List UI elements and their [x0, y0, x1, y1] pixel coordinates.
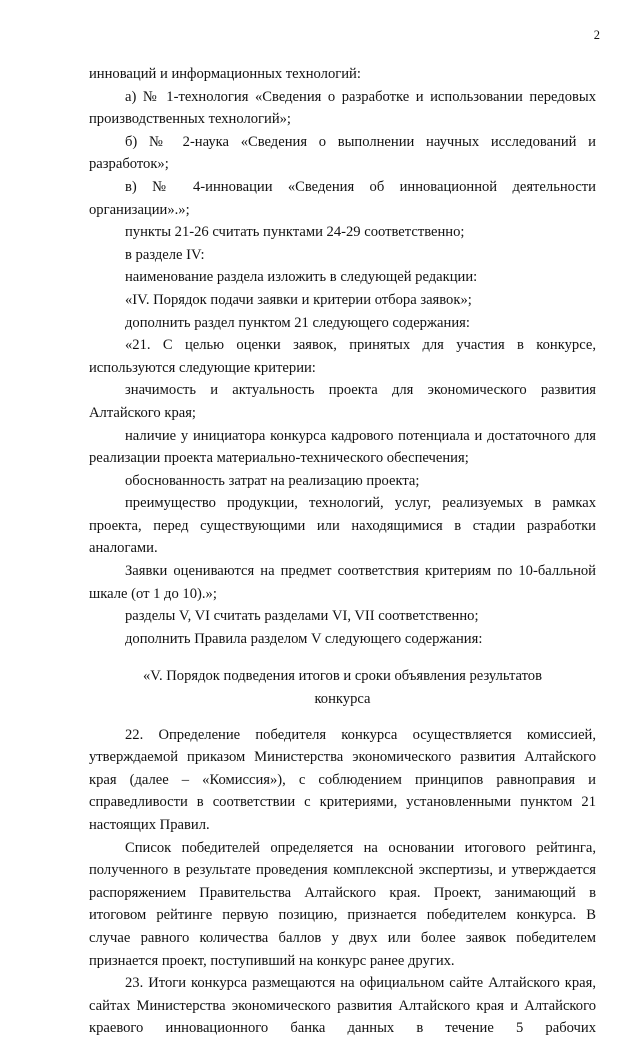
paragraph: инноваций и информационных технологий: — [89, 66, 361, 82]
paragraph: «21. С целью оценки заявок, принятых для участия в конкурсе, используются следующие критерии: — [89, 337, 596, 376]
paragraph: 23. Итоги конкурса размещаются на официальном сайте Алтайского края, сайтах Министерства экономического развития Алтайского края и Алтайского краевого инновационного банка данных в течение 5 рабочих — [89, 975, 596, 1037]
document-body — [89, 63, 596, 1040]
paragraph: в) № 4-инновации «Сведения об инновационной деятельности организации».»; — [89, 178, 596, 218]
paragraph: Список победителей определяется на основании итогового рейтинга, полученного в результате проведения комплексной экспертизы, и утверждается распоряжением Правительства Алтайского края. Проект, занимающий в итоговом рейтинге первую позицию, признается победителем конкурса. В случае равного количества баллов у двух или более заявок победителем признается проект, поступивший на конкурс ранее других. — [89, 839, 596, 969]
paragraph: значимость и актуальность проекта для экономического развития Алтайского края; — [89, 382, 596, 421]
paragraph: Заявки оцениваются на предмет соответствия критериям по 10-балльной шкале (от 1 до 10).»; — [89, 563, 596, 602]
paragraph: разделы V, VI считать разделами VI, VII соответственно; — [125, 608, 479, 625]
paragraph: б) № 2-наука «Сведения о выполнении научных исследований и разработок»; — [89, 133, 596, 173]
paragraph: в разделе IV: — [125, 246, 205, 263]
paragraph: «IV. Порядок подачи заявки и критерии отбора заявок»; — [125, 291, 472, 308]
section-heading: «V. Порядок подведения итогов и сроки объявления результатов конкурса — [142, 668, 542, 708]
paragraph: дополнить раздел пунктом 21 следующего содержания: — [125, 314, 470, 331]
paragraph: преимущество продукции, технологий, услуг, реализуемых в рамках проекта, перед существующими или находящимися в стадии разработки аналогами. — [89, 495, 596, 557]
paragraph: наличие у инициатора конкурса кадрового потенциала и достаточного для реализации проекта материально-технического обеспечения; — [89, 427, 596, 467]
paragraph: наименование раздела изложить в следующей редакции: — [125, 269, 478, 286]
paragraph: а) № 1-технология «Сведения о разработке и использовании передовых производственных технологий»; — [89, 88, 596, 128]
paragraph: 22. Определение победителя конкурса осуществляется комиссией, утверждаемой приказом Министерства экономического развития Алтайского края (далее – «Комиссия»), с соблюдением принципов равноправия и справедливости в соответствии с критериями, установленными пунктом 21 настоящих Правил. — [89, 726, 596, 833]
paragraph: обоснованность затрат на реализацию проекта; — [125, 472, 420, 489]
page-number: 2 — [593, 28, 600, 42]
paragraph: дополнить Правила разделом V следующего содержания: — [125, 630, 483, 647]
paragraph: пункты 21-26 считать пунктами 24-29 соответственно; — [125, 224, 465, 241]
